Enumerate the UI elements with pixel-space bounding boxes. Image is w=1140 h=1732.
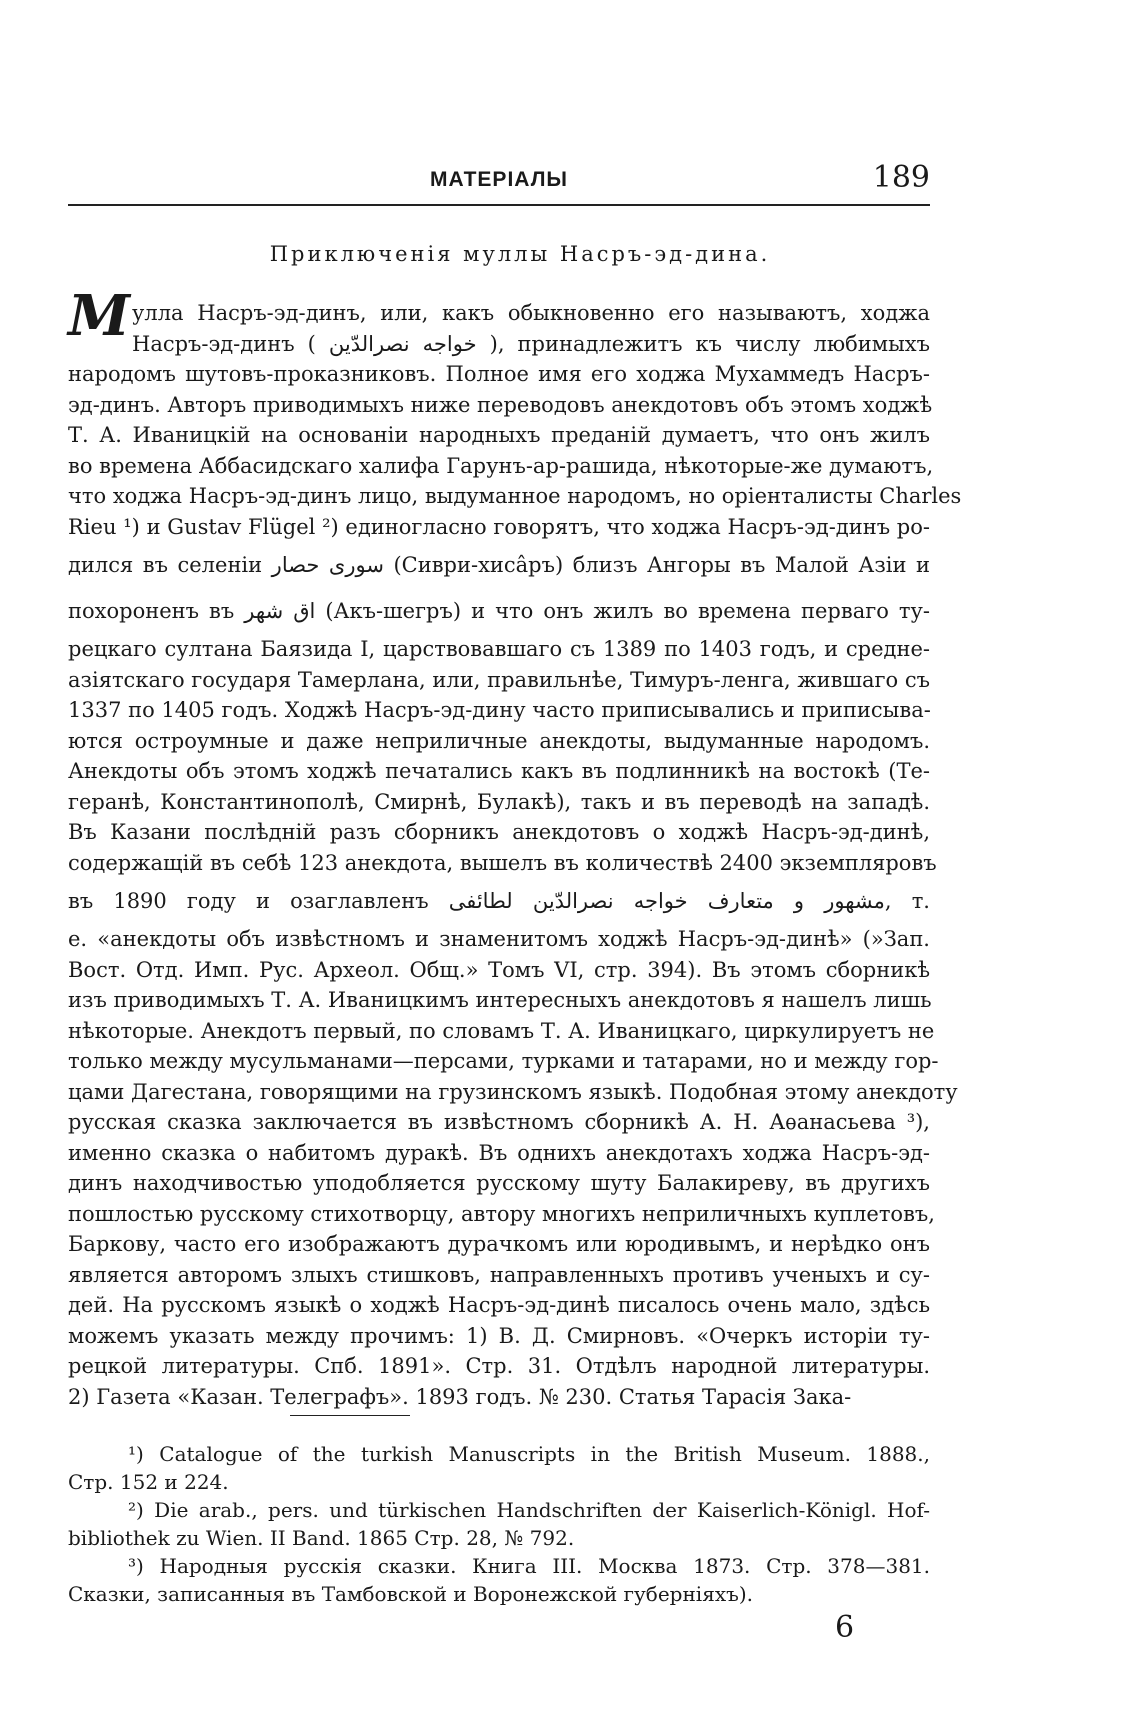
text-line: азіятскаго государя Тамерлана, или, правильнѣе, Тимуръ-ленга, жившаго съ — [68, 667, 930, 692]
text-line: эд-динъ. Авторъ приводимыхъ ниже переводовъ анекдотовъ объ этомъ ходжѣ — [68, 392, 933, 417]
text-line: дей. На русскомъ языкѣ о ходжѣ Насръ-эд-динѣ писалось очень мало, здѣсь — [68, 1293, 930, 1317]
footnote-line: Стр. 152 и 224. — [68, 1470, 229, 1494]
text-line: Насръ-эд-динъ ( خواجه نصرالدّين ), принадлежитъ къ числу любимыхъ — [132, 331, 931, 356]
footnote-line: ²) Die arab., pers. und türkischen Handschriften der Kaiserlich-Königl. Hof- — [128, 1498, 930, 1522]
page-number: 189 — [872, 160, 930, 195]
header-rule — [68, 204, 930, 206]
text-line: е. «анекдоты объ извѣстномъ и знаменитомъ ходжѣ Насръ-эд-динѣ» (»Зап. — [68, 927, 930, 951]
text-line: изъ приводимыхъ Т. А. Иваницкимъ интересныхъ анекдотовъ я нашелъ лишь — [68, 988, 932, 1012]
text-line: можемъ указать между прочимъ: 1) В. Д. Смирновъ. «Очеркъ исторіи ту- — [68, 1323, 930, 1348]
text-line: цами Дагестана, говорящими на грузинскомъ языкѣ. Подобная этому анекдоту — [68, 1079, 958, 1104]
text-line: Въ Казани послѣдній разъ сборникъ анекдотовъ о ходжѣ Насръ-эд-динѣ, — [68, 820, 930, 844]
text-line: Вост. Отд. Имп. Рус. Археол. Общ.» Томъ VI, стр. 394). Въ этомъ сборникѣ — [68, 957, 930, 982]
footnote-line: ³) Народныя русскія сказки. Книга III. Москва 1873. Стр. 378—381. — [128, 1554, 930, 1578]
running-head — [68, 160, 930, 206]
text-line: Анекдоты объ этомъ ходжѣ печатались какъ въ подлинникѣ на востокѣ (Те- — [68, 759, 930, 783]
text-line-content: улла Насръ-эд-динъ, или, какъ обыкновенно его называютъ, ходжа — [132, 301, 930, 325]
footnote-line: ¹) Catalogue of the turkish Manuscripts in the British Museum. 1888., — [128, 1442, 930, 1466]
drop-cap: М — [68, 283, 130, 349]
text-line: нѣкоторые. Анекдотъ первый, по словамъ Т. А. Иваницкаго, циркулируетъ не — [68, 1018, 935, 1043]
signature-mark: 6 — [835, 1610, 855, 1645]
text-line: именно сказка о набитомъ дуракѣ. Въ однихъ анекдотахъ ходжа Насръ-эд- — [68, 1140, 930, 1165]
text-line: рецкаго султана Баязида I, царствовавшаго съ 1389 по 1403 годъ, и средне- — [68, 637, 930, 661]
text-line: русская сказка заключается въ извѣстномъ сборникѣ А. Н. Аѳанасьева ³), — [68, 1110, 930, 1134]
running-head-title: МАТЕРІАЛЫ — [429, 168, 568, 191]
text-line: ются остроумные и даже неприличные анекдоты, выдуманные народомъ. — [68, 728, 930, 753]
text-line: въ 1890 году и озаглавленъ مشهور و متعارف خواجه نصرالدّين لطائفى, т. — [68, 889, 930, 913]
text-line: во времена Аббасидскаго халифа Гарунъ-ар-рашида, нѣкоторые-же думаютъ, — [68, 453, 934, 478]
text-line: народомъ шутовъ-проказниковъ. Полное имя его ходжа Мухаммедъ Насръ- — [68, 362, 930, 386]
text-line: пошлостью русскому стихотворцу, автору многихъ неприличныхъ куплетовъ, — [68, 1201, 935, 1226]
text-line: рецкой литературы. Спб. 1891». Стр. 31. Отдѣлъ народной литературы. — [68, 1354, 930, 1378]
footnote-rule — [290, 1415, 410, 1416]
text-line: Т. А. Иваницкій на основаніи народныхъ преданій думаетъ, что онъ жилъ — [68, 423, 930, 447]
text-line: является авторомъ злыхъ стишковъ, направленныхъ противъ ученыхъ и су- — [68, 1262, 930, 1287]
text-line: динъ находчивостью уподобляется русскому шуту Балакиреву, въ другихъ — [68, 1171, 930, 1195]
footnote-line: Сказки, записанныя въ Тамбовской и Воронежской губерніяхъ). — [68, 1582, 753, 1606]
text-line: Rieu ¹) и Gustav Flügel ²) единогласно говорятъ, что ходжа Насръ-эд-динъ ро- — [68, 514, 930, 539]
footnotes — [68, 1440, 930, 1608]
text-line: 1337 по 1405 годъ. Ходжѣ Насръ-эд-дину часто приписывались и приписыва- — [68, 698, 931, 722]
article-body — [68, 283, 962, 1412]
text-line: только между мусульманами—персами, турками и татарами, но и между гор- — [68, 1049, 939, 1073]
text-line: геранѣ, Константинополѣ, Смирнѣ, Булакѣ), такъ и въ переводѣ на западѣ. — [68, 789, 930, 814]
footnote-line: bibliothek zu Wien. II Band. 1865 Стр. 28, № 792. — [68, 1526, 575, 1550]
text-line: что ходжа Насръ-эд-динъ лицо, выдуманное народомъ, но оріенталисты Charles — [68, 484, 962, 508]
article-title: Приключенія муллы Насръ-эд-дина. — [269, 242, 771, 266]
text-line: дился въ селеніи سورى حصار (Сиври-хисâръ) близъ Ангоры въ Малой Азіи и — [68, 553, 930, 577]
text-line: похороненъ въ اق شهر (Акъ-шегръ) и что онъ жилъ во времена перваго ту- — [68, 599, 930, 623]
text-line: 2) Газета «Казан. Телеграфъ». 1893 годъ. № 230. Статья Тарасія Зака- — [68, 1384, 852, 1409]
text-line: Баркову, часто его изображаютъ дурачкомъ или юродивымъ, и нерѣдко онъ — [68, 1232, 930, 1256]
text-line: содержащій въ себѣ 123 анекдота, вышелъ въ количествѣ 2400 экземпляровъ — [68, 850, 937, 875]
